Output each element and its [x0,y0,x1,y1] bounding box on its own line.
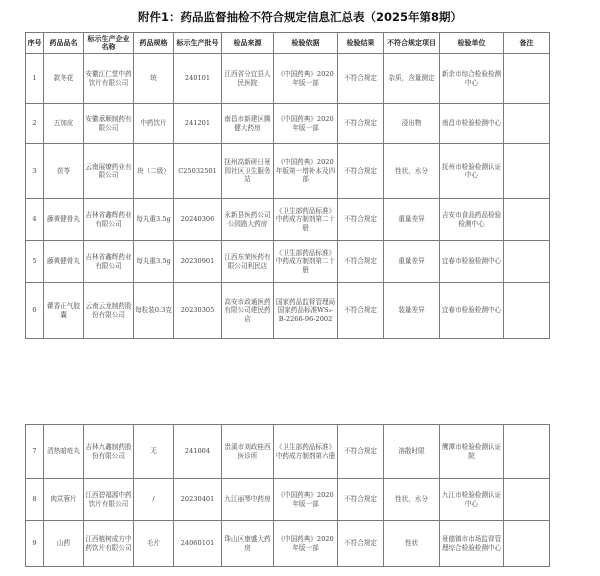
specification-cell: 毛片 [134,521,174,567]
sample-source-cell: 高安市政通医药有限公司建民药店 [222,283,274,339]
nonconforming-item-cell: 溶散时限 [384,425,440,479]
inspection-result-cell: 不符合规定 [338,104,384,144]
manufacturer-cell: 吉林省鑫辉药业有限公司 [84,199,134,241]
drug-name-cell: 山药 [44,521,84,567]
manufacturer-cell: 安徽承顺制药有限公司 [84,104,134,144]
sample-source-cell: 江西省分宜县人民医院 [222,54,274,104]
table-row [26,521,550,567]
serial-number-cell: 4 [26,199,44,241]
inspection-result-cell: 不符合规定 [338,199,384,241]
remarks-cell [504,199,550,241]
specification-cell: 块（二级） [134,144,174,199]
batch-number-cell: 20230901 [174,241,222,283]
serial-number-cell: 2 [26,104,44,144]
table-row [26,425,550,479]
drug-name-cell: 茯苓 [44,144,84,199]
specification-cell: 每丸重3.5g [134,241,174,283]
serial-number-cell: 7 [26,425,44,479]
specification-cell: / [134,479,174,521]
sample-source-cell: 南昌市新建区腾健大药房 [222,104,274,144]
manufacturer-cell: 江西碧福源中药饮片有限公司 [84,479,134,521]
batch-number-cell: C25032501 [174,144,222,199]
column-header: 不符合规定项目 [384,33,440,54]
remarks-cell [504,144,550,199]
drug-name-cell: 款冬花 [44,54,84,104]
specification-cell: 无 [134,425,174,479]
column-header: 药品规格 [134,33,174,54]
batch-number-cell: 24060101 [174,521,222,567]
column-header: 检验依据 [274,33,338,54]
manufacturer-cell: 吉林九鑫制药股份有限公司 [84,425,134,479]
inspection-basis-cell: 《中国药典》2020年版一部 [274,479,338,521]
batch-number-cell: 241201 [174,104,222,144]
serial-number-cell: 1 [26,54,44,104]
nonconforming-item-cell: 性状，水分 [384,479,440,521]
column-header: 药品品名 [44,33,84,54]
inspection-table-top [25,32,550,339]
inspection-result-cell: 不符合规定 [338,521,384,567]
remarks-cell [504,521,550,567]
batch-number-cell: 20240306 [174,199,222,241]
inspection-basis-cell: 《中国药典》2020年版一部 [274,54,338,104]
inspection-unit-cell: 抚州市检验检测认证中心 [440,144,504,199]
manufacturer-cell: 云南展燎药业有限公司 [84,144,134,199]
column-header: 检品来源 [222,33,274,54]
inspection-basis-cell: 《卫生部药品标准》中药成方制剂第二十册 [274,199,338,241]
specification-cell: 每粒装0.3克 [134,283,174,339]
inspection-result-cell: 不符合规定 [338,144,384,199]
column-header: 标示生产批号 [174,33,222,54]
batch-number-cell: 20230305 [174,283,222,339]
inspection-unit-cell: 鹰潭市检验检测认证院 [440,425,504,479]
drug-name-cell: 肉苁蓉片 [44,479,84,521]
inspection-result-cell: 不符合规定 [338,283,384,339]
nonconforming-item-cell: 性状 [384,521,440,567]
inspection-table-bottom [25,424,550,567]
specification-cell: 每丸重3.5g [134,199,174,241]
sample-source-cell: 永新县医药公司公园路大药房 [222,199,274,241]
remarks-cell [504,104,550,144]
serial-number-cell: 6 [26,283,44,339]
nonconforming-item-cell: 重量差异 [384,199,440,241]
inspection-unit-cell: 新余市综合检验检测中心 [440,54,504,104]
sample-source-cell: 贵溪市刘政桂西医诊所 [222,425,274,479]
drug-name-cell: 藿香正气胶囊 [44,283,84,339]
inspection-unit-cell: 九江市检验检测认证中心 [440,479,504,521]
table-row [26,241,550,283]
inspection-result-cell: 不符合规定 [338,425,384,479]
remarks-cell [504,54,550,104]
remarks-cell [504,283,550,339]
drug-name-cell: 清热暗疮丸 [44,425,84,479]
inspection-basis-cell: 《卫生部药品标准》中药成方制剂第六册 [274,425,338,479]
table-row [26,54,550,104]
table-row [26,144,550,199]
inspection-basis-cell: 国家药品监督管理局国家药品标准WS₃-B-2266-96-2002 [274,283,338,339]
serial-number-cell: 8 [26,479,44,521]
table-row [26,283,550,339]
table-row [26,479,550,521]
drug-name-cell: 藤黄健骨丸 [44,199,84,241]
inspection-unit-cell: 宜春市检验检测中心 [440,283,504,339]
manufacturer-cell: 江西植树成方中药饮片有限公司 [84,521,134,567]
inspection-unit-cell: 宜春市检验检测中心 [440,241,504,283]
column-header: 检验单位 [440,33,504,54]
column-header: 检验结果 [338,33,384,54]
drug-name-cell: 五加皮 [44,104,84,144]
sample-source-cell: 江西东荣医药有限公司利民店 [222,241,274,283]
sample-source-cell: 抚州高新研日景园社区卫生服务站 [222,144,274,199]
batch-number-cell: 20230401 [174,479,222,521]
drug-name-cell: 藤黄健骨丸 [44,241,84,283]
inspection-result-cell: 不符合规定 [338,479,384,521]
table-row [26,104,550,144]
inspection-basis-cell: 《中国药典》2020年版第一增补本及四部 [274,144,338,199]
remarks-cell [504,241,550,283]
table-header-row [26,33,550,54]
sample-source-cell: 九江丽琴中药房 [222,479,274,521]
inspection-unit-cell: 南昌市检验检测中心 [440,104,504,144]
batch-number-cell: 240101 [174,54,222,104]
inspection-basis-cell: 《卫生部药品标准》中药成方制剂第二十册 [274,241,338,283]
nonconforming-item-cell: 浸出物 [384,104,440,144]
inspection-result-cell: 不符合规定 [338,241,384,283]
column-header: 标示生产企业名称 [84,33,134,54]
document-title: 附件1：药品监督抽检不符合规定信息汇总表（2025年第8期） [137,10,462,24]
sample-source-cell: 珠山区康盛大药房 [222,521,274,567]
inspection-result-cell: 不符合规定 [338,54,384,104]
specification-cell: 中药饮片 [134,104,174,144]
inspection-unit-cell: 吉安市食品药品检验检测中心 [440,199,504,241]
table-row [26,199,550,241]
nonconforming-item-cell: 重量差异 [384,241,440,283]
inspection-unit-cell: 景德镇市市场监督管理综合检验检测中心 [440,521,504,567]
inspection-basis-cell: 《中国药典》2020年版一部 [274,521,338,567]
column-header: 序号 [26,33,44,54]
serial-number-cell: 5 [26,241,44,283]
nonconforming-item-cell: 性状，水分 [384,144,440,199]
nonconforming-item-cell: 杂质，含量测定 [384,54,440,104]
manufacturer-cell: 吉林省鑫辉药业有限公司 [84,241,134,283]
manufacturer-cell: 安徽江仁堂中药饮片有限公司 [84,54,134,104]
inspection-basis-cell: 《中国药典》2020年版一部 [274,104,338,144]
column-header: 备注 [504,33,550,54]
nonconforming-item-cell: 装量差异 [384,283,440,339]
remarks-cell [504,479,550,521]
serial-number-cell: 3 [26,144,44,199]
manufacturer-cell: 云南云龙制药股份有限公司 [84,283,134,339]
batch-number-cell: 241004 [174,425,222,479]
remarks-cell [504,425,550,479]
serial-number-cell: 9 [26,521,44,567]
specification-cell: 统 [134,54,174,104]
